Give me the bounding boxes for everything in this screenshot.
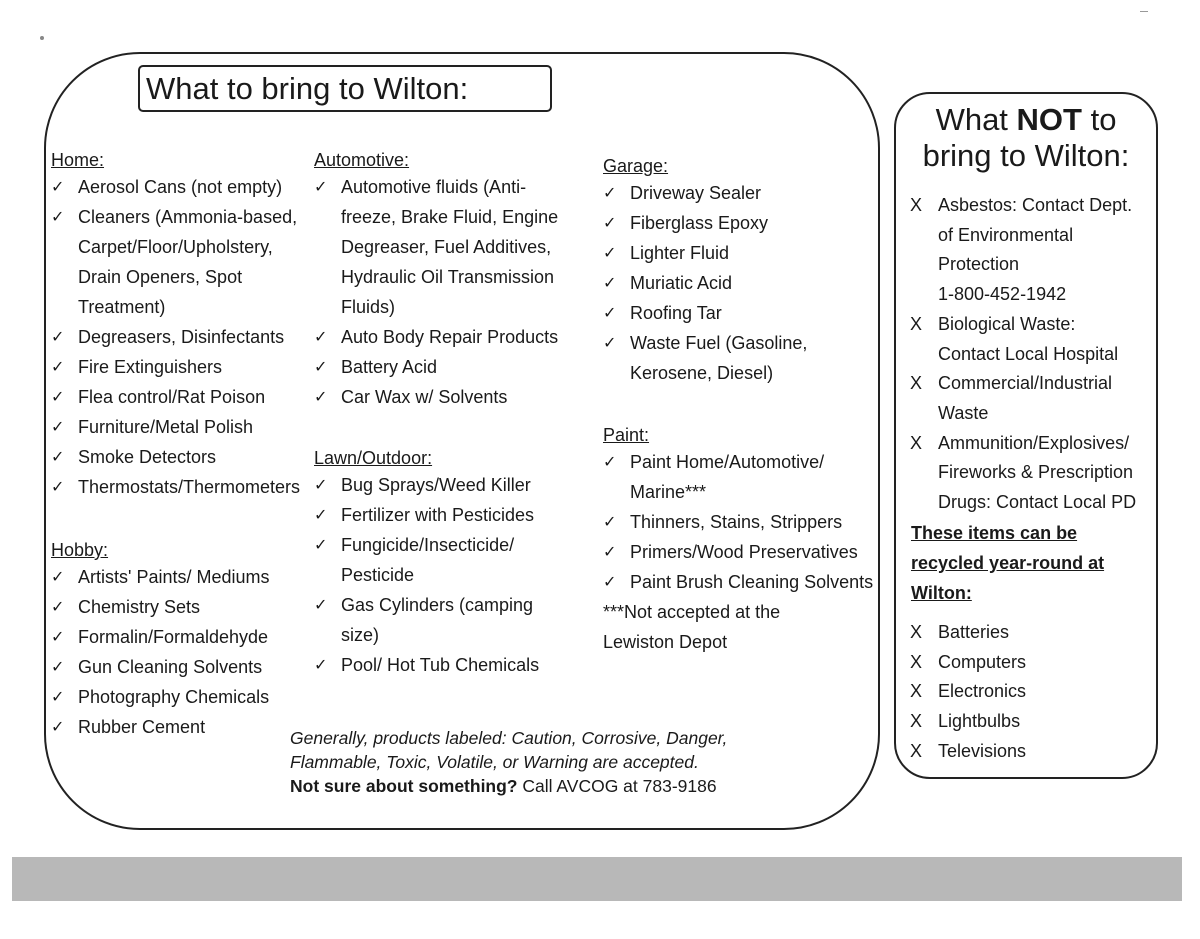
- scan-gray-band: [12, 857, 1182, 901]
- home-item: ✓ Cleaners (Ammonia-based, Carpet/Floor/Upholstery, Drain Openers, Spot Treatment): [51, 202, 300, 322]
- home-item: ✓ Smoke Detectors: [51, 442, 300, 472]
- home-item: ✓ Flea control/Rat Poison: [51, 382, 300, 412]
- not-bring-item: X Biological Waste: Contact Local Hospital: [910, 310, 1136, 369]
- recycle-list-wrap: [910, 618, 1026, 767]
- recycle-item: X Electronics: [910, 677, 1026, 707]
- paint-item: ✓ Thinners, Stains, Strippers: [603, 507, 873, 537]
- garage-list: [603, 178, 873, 388]
- garage-item: ✓ Waste Fuel (Gasoline, Kerosene, Diesel): [603, 328, 873, 388]
- paint-list: [603, 447, 873, 597]
- column-auto-lawn: [314, 148, 558, 680]
- call-avcog-text: Call AVCOG at 783-9186: [517, 776, 717, 796]
- paint-heading: Paint:: [603, 425, 650, 445]
- paint-item: ✓ Primers/Wood Preservatives: [603, 537, 873, 567]
- garage-heading: Garage:: [603, 156, 669, 176]
- home-item: ✓ Thermostats/Thermometers: [51, 472, 300, 502]
- not-bring-title: [894, 102, 1158, 174]
- home-list: [51, 172, 300, 502]
- lawn-item: ✓ Fungicide/Insecticide/ Pesticide: [314, 530, 558, 590]
- home-item: ✓ Degreasers, Disinfectants: [51, 322, 300, 352]
- lawn-section: [314, 446, 558, 680]
- recycle-item: X Computers: [910, 648, 1026, 678]
- recycle-item: X Lightbulbs: [910, 707, 1026, 737]
- automotive-item: ✓ Auto Body Repair Products: [314, 322, 558, 352]
- home-item: ✓ Furniture/Metal Polish: [51, 412, 300, 442]
- home-section: [51, 148, 300, 502]
- hobby-section: [51, 538, 300, 742]
- automotive-list: [314, 172, 558, 412]
- automotive-item: ✓ Car Wax w/ Solvents: [314, 382, 558, 412]
- paint-footnote-line1: ***Not accepted at the: [603, 602, 781, 622]
- column-garage-paint: [603, 154, 873, 657]
- automotive-heading: Automotive:: [314, 150, 410, 170]
- lawn-item: ✓ Pool/ Hot Tub Chemicals: [314, 650, 558, 680]
- not-bring-title-bold: NOT: [1016, 102, 1082, 137]
- not-bring-list: [910, 191, 1136, 518]
- column-home-hobby: [51, 148, 300, 742]
- garage-item: ✓ Roofing Tar: [603, 298, 873, 328]
- home-heading: Home:: [51, 150, 105, 170]
- recycle-list: [910, 618, 1026, 767]
- footer-line-2: Flammable, Toxic, Volatile, or Warning are accepted.: [290, 752, 699, 772]
- garage-section: [603, 154, 873, 388]
- not-bring-item: X Commercial/Industrial Waste: [910, 369, 1136, 428]
- hobby-item: ✓ Rubber Cement: [51, 712, 300, 742]
- paint-item: ✓ Paint Home/Automotive/ Marine***: [603, 447, 873, 507]
- not-bring-item: X Asbestos: Contact Dept. of Environmental Protection 1-800-452-1942: [910, 191, 1136, 310]
- hobby-item: ✓ Artists' Paints/ Mediums: [51, 562, 300, 592]
- footer-line-1: Generally, products labeled: Caution, Corrosive, Danger,: [290, 728, 728, 748]
- lawn-item: ✓ Fertilizer with Pesticides: [314, 500, 558, 530]
- not-bring-title-pre: What: [935, 102, 1017, 137]
- hobby-item: ✓ Chemistry Sets: [51, 592, 300, 622]
- paint-section: [603, 423, 873, 657]
- paint-footnote-line2: Lewiston Depot: [603, 632, 728, 652]
- bring-list-title: What to bring to Wilton:: [138, 65, 552, 112]
- garage-item: ✓ Fiberglass Epoxy: [603, 208, 873, 238]
- hobby-list: [51, 562, 300, 742]
- lawn-item: ✓ Bug Sprays/Weed Killer: [314, 470, 558, 500]
- recycle-item: X Televisions: [910, 737, 1026, 767]
- not-bring-list-wrap: [910, 191, 1136, 518]
- automotive-item: ✓ Battery Acid: [314, 352, 558, 382]
- scan-speck: [40, 36, 44, 40]
- garage-item: ✓ Muriatic Acid: [603, 268, 873, 298]
- not-sure-label: Not sure about something?: [290, 776, 518, 796]
- home-item: ✓ Aerosol Cans (not empty): [51, 172, 300, 202]
- automotive-item: ✓ Automotive fluids (Anti- freeze, Brake Fluid, Engine Degreaser, Fuel Additives, Hydraulic Oil Transmission Fluids): [314, 172, 558, 322]
- lawn-item: ✓ Gas Cylinders (camping size): [314, 590, 558, 650]
- lawn-heading: Lawn/Outdoor:: [314, 448, 433, 468]
- footer-line-3: [290, 774, 790, 798]
- not-bring-title-line2: bring to Wilton:: [922, 138, 1130, 173]
- not-bring-item: X Ammunition/Explosives/ Fireworks & Prescription Drugs: Contact Local PD: [910, 429, 1136, 518]
- recycle-year-round-note: These items can be recycled year-round at Wilton:: [911, 523, 1105, 603]
- paint-item: ✓ Paint Brush Cleaning Solvents: [603, 567, 873, 597]
- hobby-item: ✓ Gun Cleaning Solvents: [51, 652, 300, 682]
- home-item: ✓ Fire Extinguishers: [51, 352, 300, 382]
- hobby-item: ✓ Photography Chemicals: [51, 682, 300, 712]
- scan-mark: [1140, 11, 1148, 12]
- garage-item: ✓ Lighter Fluid: [603, 238, 873, 268]
- hobby-heading: Hobby:: [51, 540, 109, 560]
- garage-item: ✓ Driveway Sealer: [603, 178, 873, 208]
- automotive-section: [314, 148, 558, 412]
- recycle-item: X Batteries: [910, 618, 1026, 648]
- accepted-products-note: [290, 726, 790, 798]
- lawn-list: [314, 470, 558, 680]
- not-bring-title-post: to: [1081, 102, 1117, 137]
- hobby-item: ✓ Formalin/Formaldehyde: [51, 622, 300, 652]
